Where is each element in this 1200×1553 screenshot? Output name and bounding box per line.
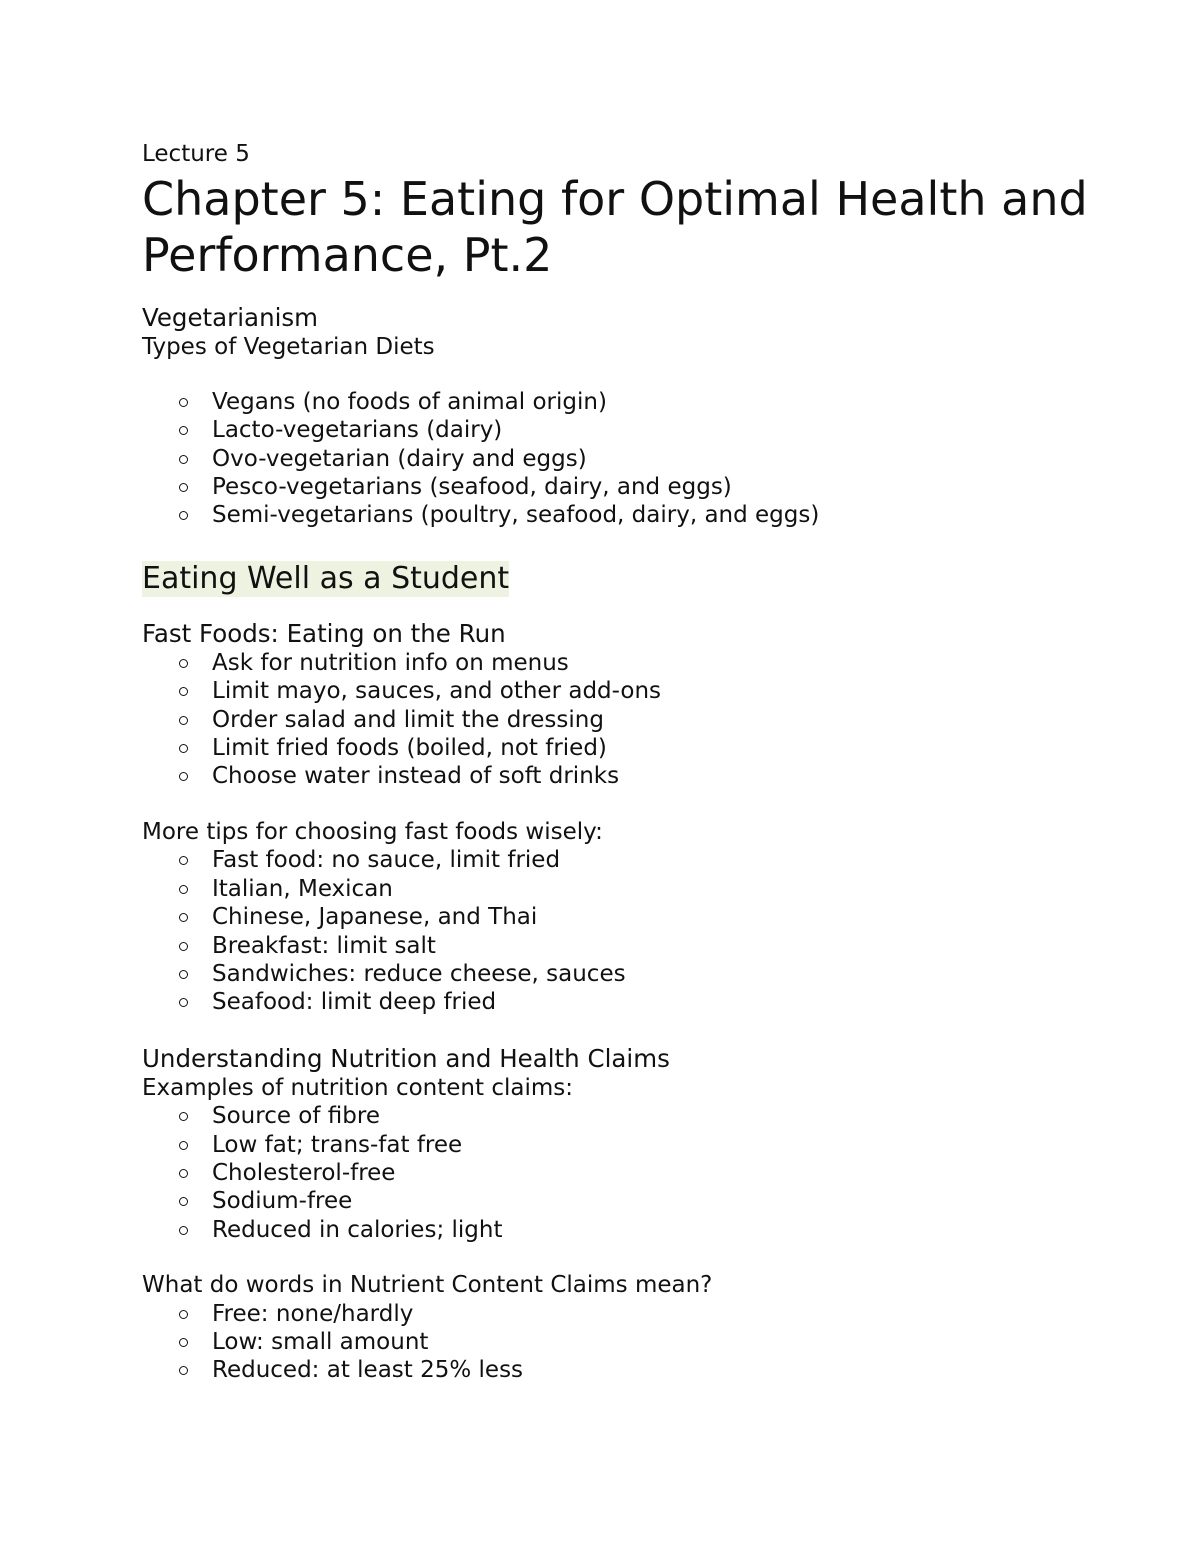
claims-list xyxy=(142,1102,1102,1244)
list-item: Choose water instead of soft drinks xyxy=(212,762,1102,790)
circle-bullet-icon xyxy=(179,511,188,520)
circle-bullet-icon xyxy=(179,1338,188,1347)
list-item: Breakfast: limit salt xyxy=(212,932,1102,960)
circle-bullet-icon xyxy=(179,913,188,922)
list-item: Ask for nutrition info on menus xyxy=(212,649,1102,677)
circle-bullet-icon xyxy=(179,1366,188,1375)
list-item: Pesco-vegetarians (seafood, dairy, and eggs) xyxy=(212,473,1102,501)
circle-bullet-icon xyxy=(179,426,188,435)
circle-bullet-icon xyxy=(179,1141,188,1150)
list-item: Ovo-vegetarian (dairy and eggs) xyxy=(212,445,1102,473)
list-item: Source of fibre xyxy=(212,1102,1102,1130)
list-item: Lacto-vegetarians (dairy) xyxy=(212,416,1102,444)
list-item: Fast food: no sauce, limit fried xyxy=(212,846,1102,874)
circle-bullet-icon xyxy=(179,856,188,865)
fast-foods-list xyxy=(142,649,1102,791)
list-item: Limit fried foods (boiled, not fried) xyxy=(212,734,1102,762)
circle-bullet-icon xyxy=(179,772,188,781)
list-item: Chinese, Japanese, and Thai xyxy=(212,903,1102,931)
more-tips-intro: More tips for choosing fast foods wisely: xyxy=(142,818,603,845)
circle-bullet-icon xyxy=(179,659,188,668)
claims-intro: Examples of nutrition content claims: xyxy=(142,1074,573,1101)
list-item: Sandwiches: reduce cheese, sauces xyxy=(212,960,1102,988)
circle-bullet-icon xyxy=(179,1197,188,1206)
circle-bullet-icon xyxy=(179,455,188,464)
circle-bullet-icon xyxy=(179,687,188,696)
circle-bullet-icon xyxy=(179,970,188,979)
vegetarianism-heading: Vegetarianism xyxy=(142,303,319,333)
document-page xyxy=(142,140,1102,1385)
list-item: Reduced in calories; light xyxy=(212,1216,1102,1244)
list-item: Vegans (no foods of animal origin) xyxy=(212,388,1102,416)
list-item: Free: none/hardly xyxy=(212,1300,1102,1328)
list-item: Seafood: limit deep fried xyxy=(212,988,1102,1016)
list-item: Cholesterol-free xyxy=(212,1159,1102,1187)
list-item: Sodium-free xyxy=(212,1187,1102,1215)
circle-bullet-icon xyxy=(179,942,188,951)
lecture-label: Lecture 5 xyxy=(142,141,250,167)
fast-foods-heading: Fast Foods: Eating on the Run xyxy=(142,618,506,648)
claims-heading: Understanding Nutrition and Health Claims xyxy=(142,1043,670,1073)
list-item: Reduced: at least 25% less xyxy=(212,1356,1102,1384)
circle-bullet-icon xyxy=(179,744,188,753)
list-item: Low: small amount xyxy=(212,1328,1102,1356)
circle-bullet-icon xyxy=(179,1226,188,1235)
claim-words-intro: What do words in Nutrient Content Claims mean? xyxy=(142,1272,713,1299)
list-item: Limit mayo, sauces, and other add-ons xyxy=(212,677,1102,705)
circle-bullet-icon xyxy=(179,716,188,725)
circle-bullet-icon xyxy=(179,1169,188,1178)
vegetarian-diets-list xyxy=(142,388,1102,530)
more-tips-list xyxy=(142,846,1102,1016)
circle-bullet-icon xyxy=(179,1310,188,1319)
circle-bullet-icon xyxy=(179,483,188,492)
list-item: Italian, Mexican xyxy=(212,875,1102,903)
vegetarian-diets-subheading: Types of Vegetarian Diets xyxy=(142,334,435,361)
student-section-heading: Eating Well as a Student xyxy=(142,560,510,596)
circle-bullet-icon xyxy=(179,398,188,407)
circle-bullet-icon xyxy=(179,1112,188,1121)
claim-words-list xyxy=(142,1300,1102,1385)
chapter-title: Chapter 5: Eating for Optimal Health and Performance, Pt.2 xyxy=(142,172,1088,283)
list-item: Order salad and limit the dressing xyxy=(212,706,1102,734)
list-item: Low fat; trans-fat free xyxy=(212,1131,1102,1159)
list-item: Semi-vegetarians (poultry, seafood, dairy, and eggs) xyxy=(212,501,1102,529)
circle-bullet-icon xyxy=(179,885,188,894)
circle-bullet-icon xyxy=(179,998,188,1007)
